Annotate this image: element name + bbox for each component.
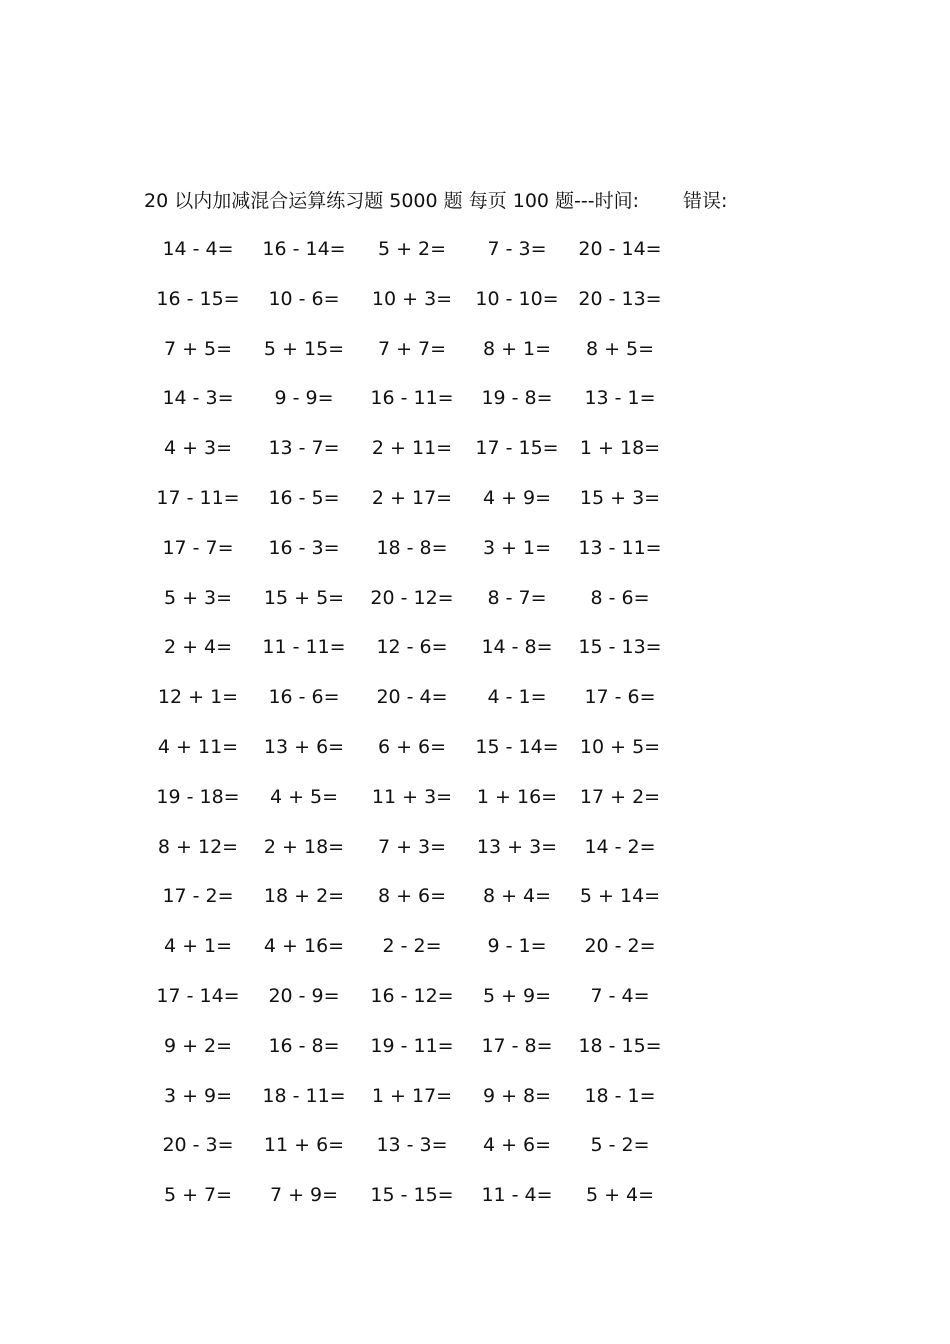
problem-item: 15 - 14= — [475, 736, 559, 758]
problem-item: 8 - 6= — [590, 586, 650, 609]
problem-item: 14 - 3= — [162, 387, 234, 410]
problem-item: 5 - 2= — [590, 1134, 650, 1157]
problem-row — [0, 832, 950, 862]
problem-item: 18 - 15= — [578, 1034, 662, 1057]
problem-item: 2 + 17= — [371, 487, 453, 509]
problem-item: 10 + 3= — [371, 287, 453, 310]
problem-item: 8 + 4= — [482, 885, 552, 908]
problem-item: 4 + 16= — [263, 935, 345, 958]
problem-item: 13 - 1= — [584, 387, 656, 410]
problem-item: 18 + 2= — [263, 885, 345, 908]
problem-item: 5 + 14= — [579, 885, 661, 908]
problem-item: 5 + 2= — [377, 238, 447, 260]
problem-item: 18 - 11= — [262, 1084, 346, 1107]
problem-item: 15 + 5= — [263, 586, 345, 609]
problem-item: 2 - 2= — [382, 935, 442, 958]
problem-row — [0, 383, 950, 413]
problem-row — [0, 981, 950, 1011]
problem-row — [0, 782, 950, 812]
problem-item: 20 - 13= — [578, 287, 662, 310]
problem-item: 13 - 3= — [376, 1134, 448, 1157]
problem-item: 5 + 9= — [482, 985, 552, 1007]
problem-item: 8 + 12= — [157, 835, 239, 858]
problem-item: 17 - 11= — [156, 487, 240, 509]
problem-row — [0, 1081, 950, 1111]
problem-item: 8 + 1= — [482, 337, 552, 360]
problem-item: 4 + 6= — [482, 1134, 552, 1157]
problem-item: 18 - 1= — [584, 1084, 656, 1107]
problem-item: 2 + 18= — [263, 835, 345, 858]
problem-item: 6 + 6= — [377, 736, 447, 758]
problem-item: 4 - 1= — [487, 686, 547, 709]
problem-item: 4 + 3= — [163, 437, 233, 460]
problem-item: 11 + 6= — [263, 1134, 345, 1157]
problem-item: 4 + 9= — [482, 487, 552, 509]
problem-row — [0, 931, 950, 961]
problem-item: 10 + 5= — [579, 736, 661, 758]
problem-item: 16 - 8= — [268, 1034, 340, 1057]
problem-row — [0, 1031, 950, 1061]
worksheet-title: 20 以内加减混合运算练习题 5000 题 每页 100 题--- — [144, 190, 595, 212]
problem-row — [0, 1130, 950, 1160]
problem-item: 7 - 3= — [487, 238, 547, 260]
problem-item: 20 - 2= — [584, 935, 656, 958]
problem-item: 7 + 9= — [269, 1184, 339, 1207]
problem-row — [0, 1180, 950, 1210]
problem-item: 7 + 5= — [163, 337, 233, 360]
problem-item: 2 + 11= — [371, 437, 453, 460]
problem-item: 19 - 18= — [156, 785, 240, 808]
problem-item: 1 + 17= — [371, 1084, 453, 1107]
problem-item: 11 + 3= — [371, 785, 453, 808]
problem-item: 15 - 13= — [578, 636, 662, 659]
problem-row — [0, 234, 950, 264]
problem-item: 17 - 14= — [156, 985, 240, 1007]
problem-item: 8 - 7= — [487, 586, 547, 609]
problem-item: 8 + 6= — [377, 885, 447, 908]
problem-item: 20 - 3= — [162, 1134, 234, 1157]
problem-item: 10 - 6= — [268, 287, 340, 310]
problem-item: 14 - 4= — [162, 238, 234, 260]
problem-item: 18 - 8= — [376, 536, 448, 559]
problem-item: 3 + 1= — [482, 536, 552, 559]
problem-item: 9 - 1= — [487, 935, 547, 958]
problem-item: 5 + 3= — [163, 586, 233, 609]
problem-row — [0, 881, 950, 911]
problem-item: 13 - 7= — [268, 437, 340, 460]
problem-item: 12 + 1= — [157, 686, 239, 709]
problem-item: 20 - 12= — [370, 586, 454, 609]
problem-item: 17 + 2= — [579, 785, 661, 808]
problem-item: 9 - 9= — [274, 387, 334, 410]
problem-item: 20 - 14= — [578, 238, 662, 260]
problem-item: 11 - 11= — [262, 636, 346, 659]
problem-item: 7 - 4= — [590, 985, 650, 1007]
problem-item: 16 - 12= — [370, 985, 454, 1007]
problem-item: 13 + 3= — [476, 835, 558, 858]
problem-item: 16 - 5= — [268, 487, 340, 509]
problem-item: 9 + 8= — [482, 1084, 552, 1107]
problem-item: 5 + 7= — [163, 1184, 233, 1207]
problem-row — [0, 583, 950, 613]
problem-item: 4 + 1= — [163, 935, 233, 958]
problem-item: 16 - 15= — [156, 287, 240, 310]
problem-item: 17 - 6= — [584, 686, 656, 709]
problem-item: 8 + 5= — [585, 337, 655, 360]
problem-item: 16 - 6= — [268, 686, 340, 709]
problem-item: 9 + 2= — [163, 1034, 233, 1057]
problem-row — [0, 284, 950, 314]
problem-item: 7 + 7= — [377, 337, 447, 360]
problem-item: 20 - 4= — [376, 686, 448, 709]
problem-row — [0, 632, 950, 662]
problem-item: 10 - 10= — [475, 287, 559, 310]
problem-item: 15 + 3= — [579, 487, 661, 509]
time-label: 时间: — [594, 190, 640, 212]
problem-item: 12 - 6= — [376, 636, 448, 659]
problem-item: 4 + 5= — [269, 785, 339, 808]
error-label: 错误: — [683, 190, 728, 212]
problem-row — [0, 334, 950, 364]
problem-item: 4 + 11= — [157, 736, 239, 758]
problem-item: 13 + 6= — [263, 736, 345, 758]
problem-item: 15 - 15= — [370, 1184, 454, 1207]
problem-row — [0, 682, 950, 712]
problem-item: 17 - 2= — [162, 885, 234, 908]
problem-row — [0, 483, 950, 513]
problem-item: 17 - 15= — [475, 437, 559, 460]
problem-item: 19 - 11= — [370, 1034, 454, 1057]
problem-item: 16 - 14= — [262, 238, 346, 260]
problem-item: 19 - 8= — [481, 387, 553, 410]
problem-row — [0, 433, 950, 463]
problem-item: 13 - 11= — [578, 536, 662, 559]
problem-row — [0, 533, 950, 563]
problem-item: 2 + 4= — [163, 636, 233, 659]
problem-item: 11 - 4= — [481, 1184, 553, 1207]
problem-item: 1 + 16= — [476, 785, 558, 808]
problem-item: 16 - 11= — [370, 387, 454, 410]
problem-item: 14 - 8= — [481, 636, 553, 659]
problem-item: 7 + 3= — [377, 835, 447, 858]
problem-item: 17 - 7= — [162, 536, 234, 559]
problem-item: 5 + 4= — [585, 1184, 655, 1207]
problem-item: 3 + 9= — [163, 1084, 233, 1107]
problem-item: 17 - 8= — [481, 1034, 553, 1057]
problem-item: 16 - 3= — [268, 536, 340, 559]
problem-item: 5 + 15= — [263, 337, 345, 360]
problem-row — [0, 732, 950, 762]
problem-item: 1 + 18= — [579, 437, 661, 460]
problem-item: 14 - 2= — [584, 835, 656, 858]
problem-item: 20 - 9= — [268, 985, 340, 1007]
